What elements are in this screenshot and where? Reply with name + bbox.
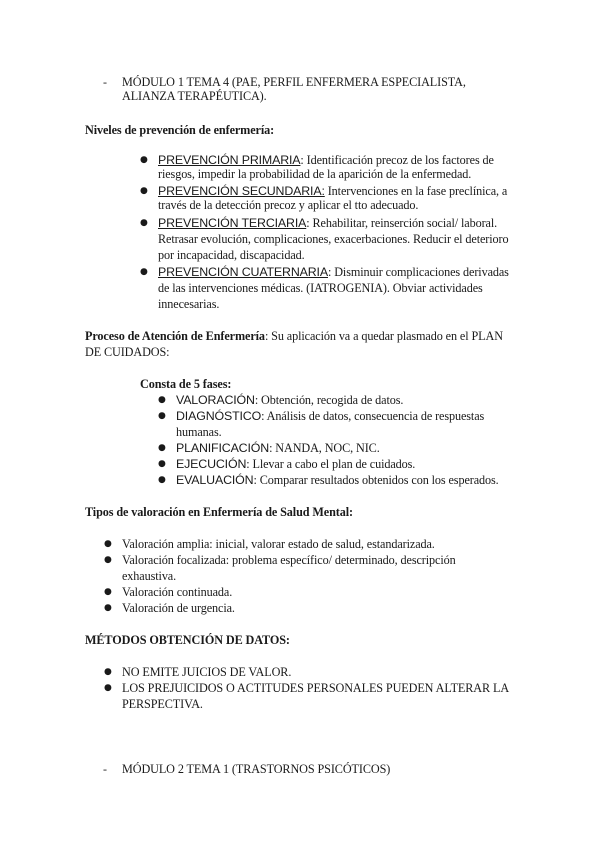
fase-diagnostico-line2: humanas. <box>176 425 222 439</box>
tipos-heading: Tipos de valoración en Enfermería de Salud Mental: <box>85 505 353 519</box>
bullet-icon: ● <box>158 443 166 453</box>
prevencion-terciaria-term: PREVENCIÓN TERCIARIA <box>158 216 307 230</box>
tipo-valoracion-focalizada: Valoración focalizada: problema específico/ determinado, descripción <box>122 553 456 567</box>
module1-title-line1: MÓDULO 1 TEMA 4 (PAE, PERFIL ENFERMERA ESPECIALISTA, <box>122 75 466 89</box>
module1-title-line2: ALIANZA TERAPÉUTICA). <box>122 89 267 103</box>
bullet-icon: ● <box>140 267 148 277</box>
prevencion-terciaria-line3: por incapacidad, discapacidad. <box>158 248 305 262</box>
prevencion-terciaria-line2: Retrasar evolución, complicaciones, exacerbaciones. Reducir el deterioro <box>158 232 509 246</box>
prevencion-terciaria-line1: PREVENCIÓN TERCIARIA: Rehabilitar, reinserción social/ laboral. <box>158 216 498 230</box>
bullet-icon: ● <box>104 667 112 677</box>
prevencion-primaria-line1: PREVENCIÓN PRIMARIA: Identificación precoz de los factores de <box>158 153 494 167</box>
tipo-valoracion-urgencia: Valoración de urgencia. <box>122 601 235 615</box>
prevencion-cuaternaria-line3: innecesarias. <box>158 297 220 311</box>
prevencion-secundaria-line2: través de la detección precoz y aplicar el tto adecuado. <box>158 198 419 212</box>
fase-valoracion: VALORACIÓN: Obtención, recogida de datos. <box>176 393 404 407</box>
bullet-icon: ● <box>104 555 112 565</box>
metodo-item-2: LOS PREJUICIDOS O ACTITUDES PERSONALES PUEDEN ALTERAR LA <box>122 681 510 695</box>
tipo-valoracion-continuada: Valoración continuada. <box>122 585 233 599</box>
bullet-icon: ● <box>158 395 166 405</box>
pae-line2: DE CUIDADOS: <box>85 345 170 359</box>
dash-marker: - <box>103 75 107 89</box>
prevencion-cuaternaria-term: PREVENCIÓN CUATERNARIA <box>158 265 328 279</box>
bullet-icon: ● <box>158 475 166 485</box>
fase-diagnostico: DIAGNÓSTICO: Análisis de datos, consecuencia de respuestas <box>176 409 485 423</box>
metodos-heading: MÉTODOS OBTENCIÓN DE DATOS: <box>85 633 290 647</box>
bullet-icon: ● <box>158 459 166 469</box>
tipo-valoracion-amplia: Valoración amplia: inicial, valorar estado de salud, estandarizada. <box>122 537 435 551</box>
metodo-item-1: NO EMITE JUICIOS DE VALOR. <box>122 665 292 679</box>
niveles-heading: Niveles de prevención de enfermería: <box>85 123 275 137</box>
tipo-valoracion-focalizada-line2: exhaustiva. <box>122 569 177 583</box>
metodo-item-2-line2: PERSPECTIVA. <box>122 697 203 711</box>
bullet-icon: ● <box>158 411 166 421</box>
fase-planificacion: PLANIFICACIÓN: NANDA, NOC, NIC. <box>176 441 380 455</box>
dash-marker: - <box>103 762 107 776</box>
bullet-icon: ● <box>140 218 148 228</box>
module2-title: MÓDULO 2 TEMA 1 (TRASTORNOS PSICÓTICOS) <box>122 762 391 776</box>
prevencion-secundaria-term: PREVENCIÓN SECUNDARIA: <box>158 184 325 198</box>
fases-heading: Consta de 5 fases: <box>140 377 232 391</box>
bullet-icon: ● <box>104 539 112 549</box>
prevencion-primaria-line2: riesgos, impedir la probabilidad de la aparición de la enfermedad. <box>158 167 472 181</box>
bullet-icon: ● <box>140 155 148 165</box>
bullet-icon: ● <box>104 587 112 597</box>
bullet-icon: ● <box>104 683 112 693</box>
prevencion-secundaria-line1: PREVENCIÓN SECUNDARIA: Intervenciones en la fase preclínica, a <box>158 184 508 198</box>
pae-heading: Proceso de Atención de Enfermería <box>85 329 265 343</box>
prevencion-cuaternaria-line1: PREVENCIÓN CUATERNARIA: Disminuir complicaciones derivadas <box>158 265 509 279</box>
prevencion-primaria-term: PREVENCIÓN PRIMARIA <box>158 153 301 167</box>
fase-ejecucion: EJECUCIÓN: Llevar a cabo el plan de cuidados. <box>176 457 416 471</box>
prevencion-cuaternaria-line2: de las intervenciones médicas. (IATROGENIA). Obviar actividades <box>158 281 483 295</box>
bullet-icon: ● <box>140 186 148 196</box>
bullet-icon: ● <box>104 603 112 613</box>
fase-evaluacion: EVALUACIÓN: Comparar resultados obtenidos con los esperados. <box>176 473 499 487</box>
pae-line1: Proceso de Atención de Enfermería: Su aplicación va a quedar plasmado en el PLAN <box>85 329 503 343</box>
